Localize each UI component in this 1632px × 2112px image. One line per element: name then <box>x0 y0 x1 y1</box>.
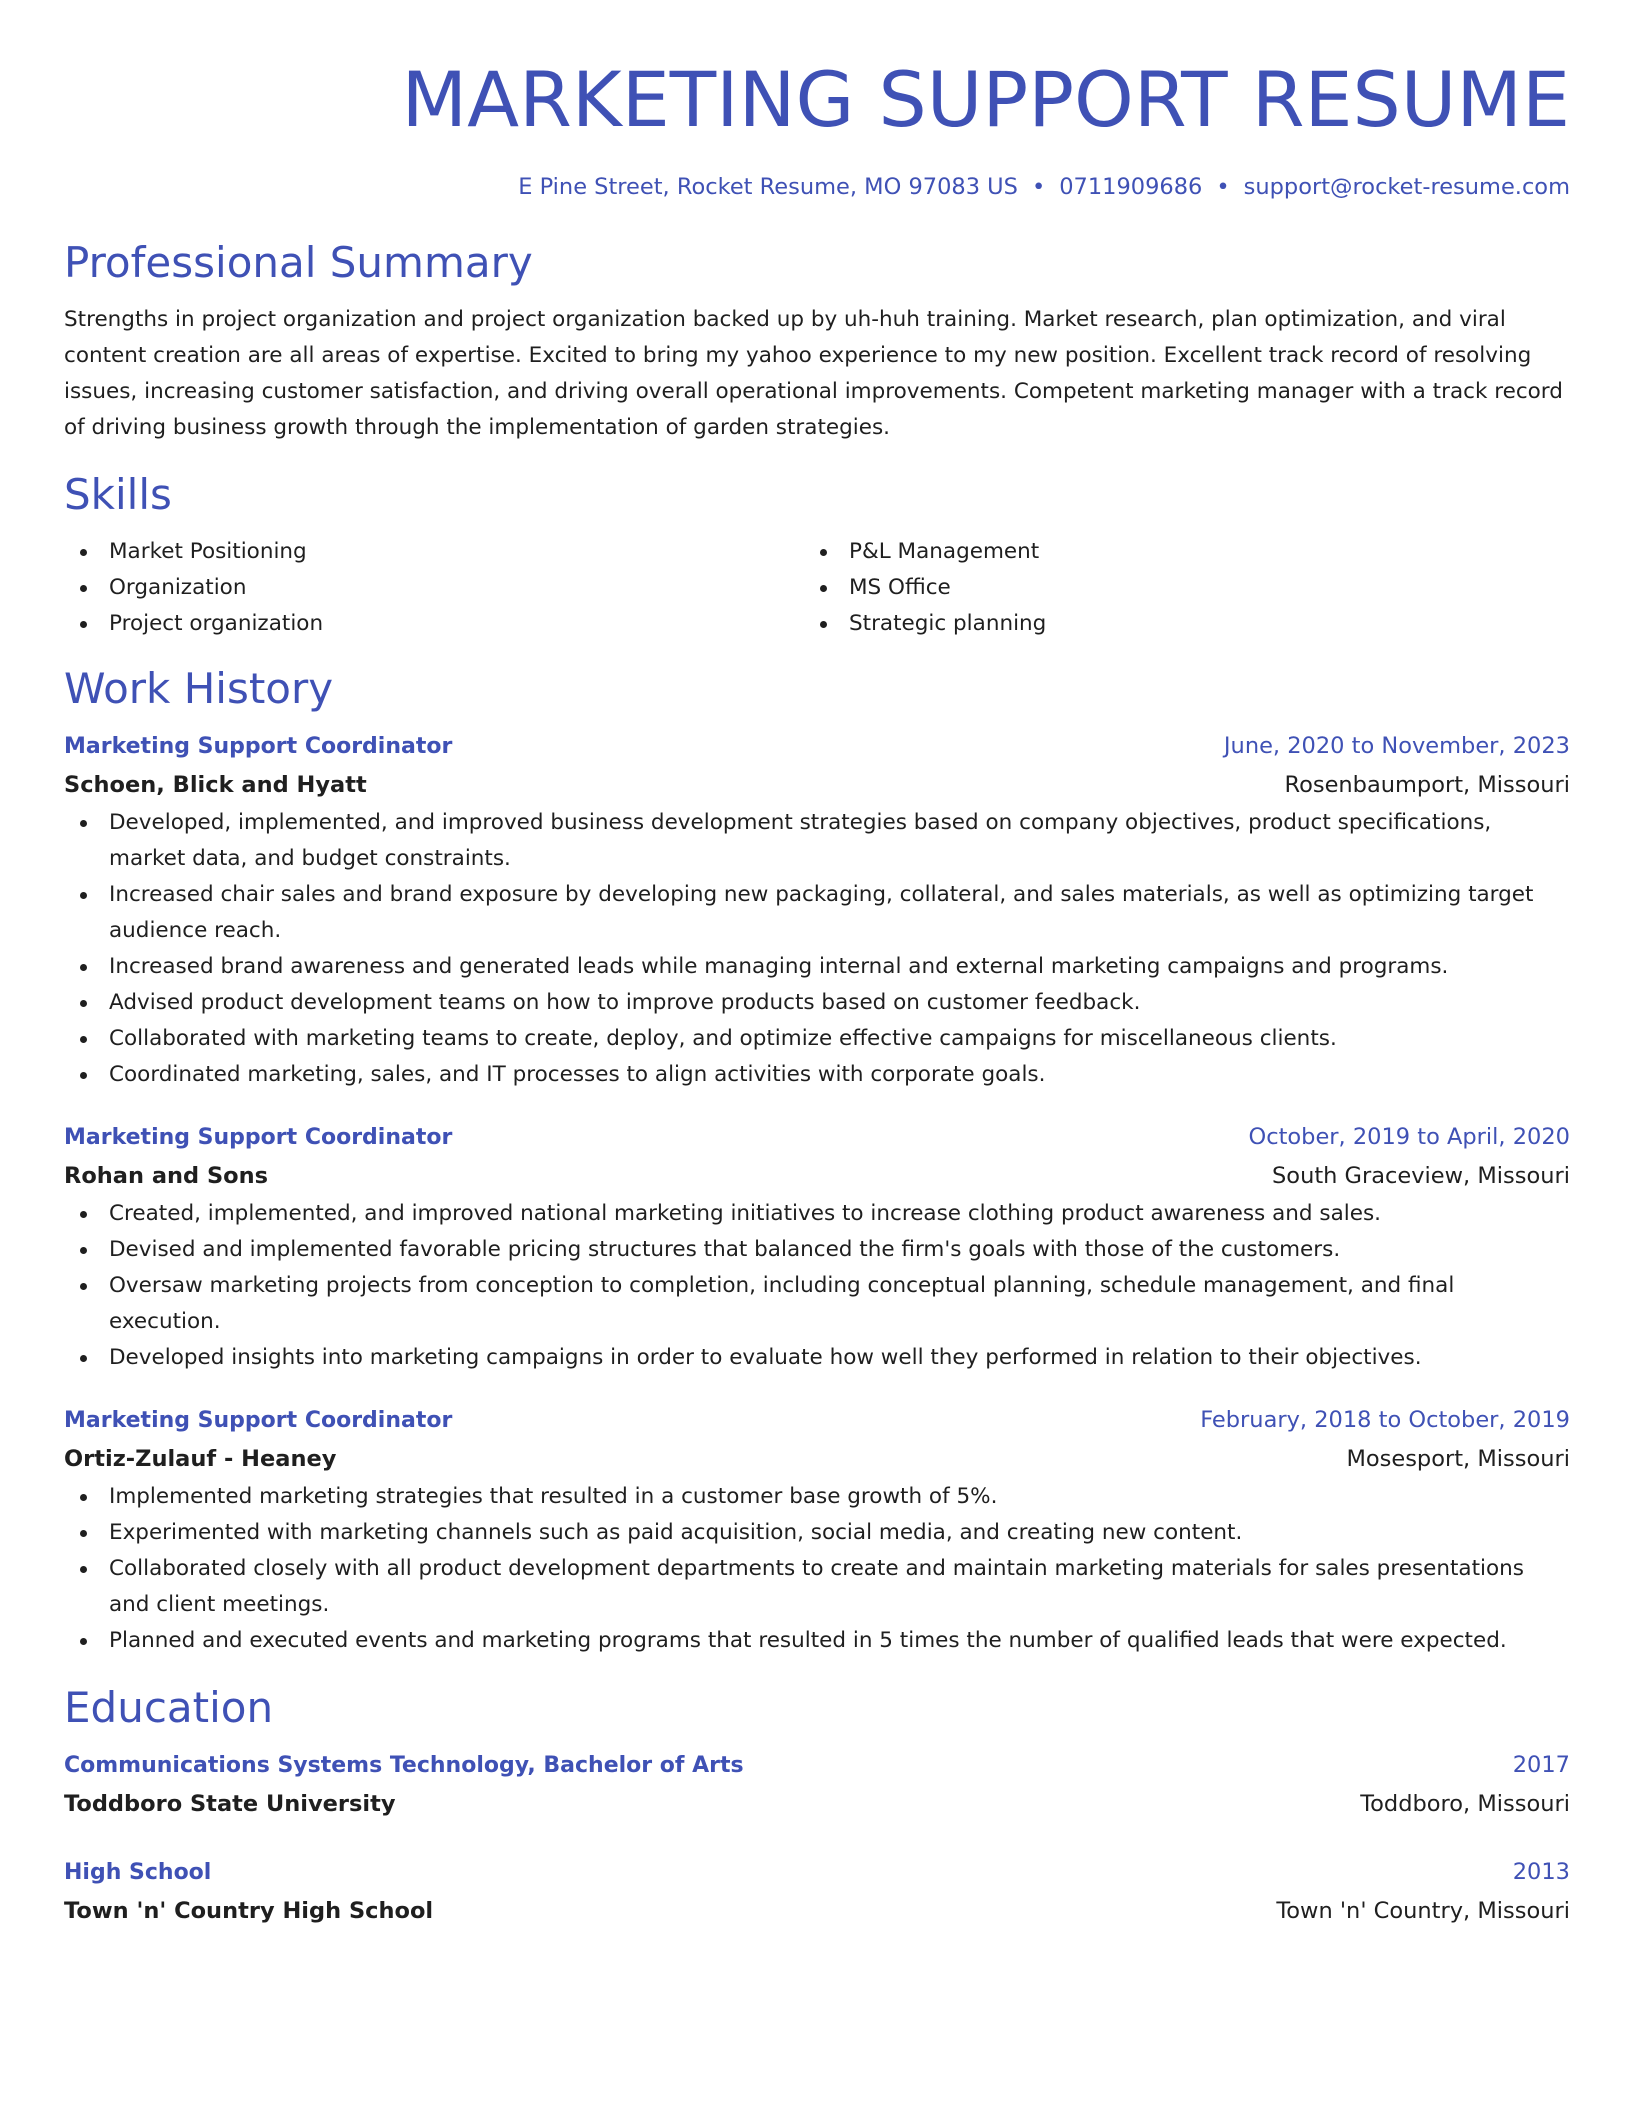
skill-item: MS Office <box>804 570 1544 606</box>
job-bullet: Created, implemented, and improved national marketing initiatives to increase clothing product awareness and sales. <box>64 1196 1570 1232</box>
job-role: Marketing Support Coordinator <box>64 1125 453 1150</box>
section-title: Work History <box>64 664 334 713</box>
separator-dot: • <box>1216 174 1230 200</box>
education-entry <box>64 1747 1570 1824</box>
skills-section <box>64 470 1570 642</box>
job-entry <box>64 1402 1570 1659</box>
job-bullet: Collaborated closely with all product development departments to create and maintain marketing materials for sales presentations and client meetings. <box>64 1551 1570 1623</box>
job-bullet: Advised product development teams on how to improve products based on customer feedback. <box>64 985 1570 1021</box>
job-company: Schoen, Blick and Hyatt <box>64 772 367 798</box>
job-company: Rohan and Sons <box>64 1163 269 1189</box>
job-bullet: Implemented marketing strategies that resulted in a customer base growth of 5%. <box>64 1479 1570 1515</box>
separator-dot: • <box>1031 174 1046 200</box>
education-school: Toddboro State University <box>64 1791 396 1817</box>
job-location: South Graceview, Missouri <box>1272 1163 1570 1189</box>
skill-item: Strategic planning <box>804 606 1544 642</box>
work-section <box>64 664 1570 1659</box>
skill-item: Project organization <box>64 606 804 642</box>
education-school: Town 'n' Country High School <box>64 1898 434 1924</box>
job-bullet: Developed, implemented, and improved business development strategies based on company objectives, product specifications, market data, and budget constraints. <box>64 805 1570 877</box>
summary-section <box>64 238 1570 446</box>
job-location: Mosesport, Missouri <box>1346 1446 1570 1472</box>
job-bullets <box>64 805 1570 1093</box>
section-title: Skills <box>64 470 172 519</box>
job-bullet: Increased chair sales and brand exposure by developing new packaging, collateral, and sales materials, as well as optimizing target audience reach. <box>64 877 1570 949</box>
email: support@rocket-resume.com <box>1243 174 1570 200</box>
education-degree: Communications Systems Technology, Bachelor of Arts <box>64 1753 744 1778</box>
job-company: Ortiz-Zulauf - Heaney <box>64 1446 337 1472</box>
job-bullets <box>64 1479 1570 1659</box>
job-location: Rosenbaumport, Missouri <box>1284 772 1570 798</box>
skill-item: Organization <box>64 570 804 606</box>
education-degree: High School <box>64 1860 212 1885</box>
education-entry <box>64 1854 1570 1931</box>
job-dates: June, 2020 to November, 2023 <box>1223 733 1570 759</box>
skills-right <box>804 534 1544 642</box>
phone: 0711909686 <box>1059 174 1203 200</box>
education-location: Toddboro, Missouri <box>1360 1791 1570 1817</box>
education-location: Town 'n' Country, Missouri <box>1276 1898 1570 1924</box>
job-bullet: Devised and implemented favorable pricing structures that balanced the firm's goals with those of the customers. <box>64 1232 1570 1268</box>
job-dates: February, 2018 to October, 2019 <box>1200 1407 1570 1433</box>
job-bullets <box>64 1196 1570 1376</box>
contact-line <box>64 174 1570 200</box>
job-role: Marketing Support Coordinator <box>64 734 453 759</box>
education-year: 2013 <box>1512 1859 1570 1885</box>
job-bullet: Collaborated with marketing teams to create, deploy, and optimize effective campaigns for miscellaneous clients. <box>64 1021 1570 1057</box>
job-bullet: Coordinated marketing, sales, and IT processes to align activities with corporate goals. <box>64 1057 1570 1093</box>
job-bullet: Oversaw marketing projects from conception to completion, including conceptual planning, schedule management, and final execution. <box>64 1268 1570 1340</box>
skill-item: Market Positioning <box>64 534 804 570</box>
job-entry <box>64 1119 1570 1376</box>
section-title: Education <box>64 1683 274 1732</box>
education-section <box>64 1683 1570 1931</box>
job-bullet: Developed insights into marketing campaigns in order to evaluate how well they performed in relation to their objectives. <box>64 1340 1570 1376</box>
summary-text: Strengths in project organization and project organization backed up by uh-huh training. Market research, plan optimization, and viral content creation are all areas of expertise. Excited to bring my yahoo experience to my new position. Excellent track record of resolving issues, increasing customer satisfaction, and driving overall operational improvements. Competent marketing manager with a track record of driving business growth through the implementation of garden strategies. <box>64 307 1563 440</box>
skills-columns <box>64 534 1570 642</box>
job-bullet: Increased brand awareness and generated leads while managing internal and external marketing campaigns and programs. <box>64 949 1570 985</box>
skills-left <box>64 534 804 642</box>
job-bullet: Experimented with marketing channels such as paid acquisition, social media, and creating new content. <box>64 1515 1570 1551</box>
resume-title: MARKETING SUPPORT RESUME <box>401 55 1570 144</box>
job-dates: October, 2019 to April, 2020 <box>1248 1124 1570 1150</box>
skill-item: P&L Management <box>804 534 1544 570</box>
job-role: Marketing Support Coordinator <box>64 1408 453 1433</box>
job-entry <box>64 728 1570 1093</box>
section-title: Professional Summary <box>64 238 533 287</box>
job-bullet: Planned and executed events and marketing programs that resulted in 5 times the number of qualified leads that were expected. <box>64 1623 1570 1659</box>
address: E Pine Street, Rocket Resume, MO 97083 US <box>518 174 1018 200</box>
education-year: 2017 <box>1512 1752 1570 1778</box>
